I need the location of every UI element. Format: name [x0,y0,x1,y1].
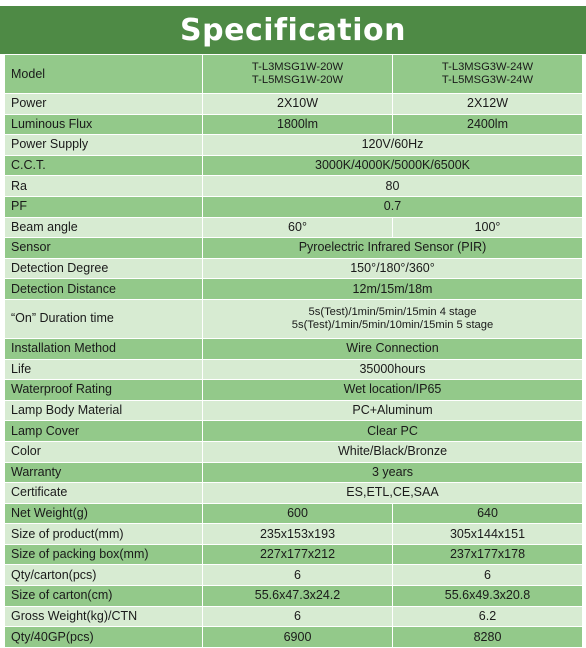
spec-table-body [5,55,583,648]
row-value: Pyroelectric Infrared Sensor (PIR) [203,238,583,259]
row-value: 80 [203,176,583,197]
table-row [5,421,583,442]
row-value: 35000hours [203,359,583,380]
row-label: Power [5,94,203,115]
row-label: Luminous Flux [5,114,203,135]
row-value: 1800lm [203,114,393,135]
table-row [5,196,583,217]
table-row [5,299,583,338]
row-value: 235x153x193 [203,524,393,545]
table-row [5,94,583,115]
table-row [5,258,583,279]
row-value: 3000K/4000K/5000K/6500K [203,155,583,176]
row-value: 237x177x178 [393,544,583,565]
row-label: Waterproof Rating [5,380,203,401]
table-row [5,338,583,359]
row-label: Life [5,359,203,380]
row-label: Model [5,55,203,94]
row-label: “On” Duration time [5,299,203,338]
row-value: 6.2 [393,606,583,627]
table-row [5,238,583,259]
table-row [5,217,583,238]
row-label: Gross Weight(kg)/CTN [5,606,203,627]
table-row [5,400,583,421]
row-value: 227x177x212 [203,544,393,565]
table-row [5,279,583,300]
table-row [5,176,583,197]
row-label: Net Weight(g) [5,503,203,524]
row-value: 2X10W [203,94,393,115]
row-value: 100° [393,217,583,238]
value-line: T-L3MSG1W-20W [251,61,344,73]
row-value: 3 years [203,462,583,483]
row-value: 150°/180°/360° [203,258,583,279]
table-row [5,462,583,483]
row-value: White/Black/Bronze [203,441,583,462]
row-label: Color [5,441,203,462]
page-title: Specification [180,12,406,48]
table-row [5,359,583,380]
row-value: Wire Connection [203,338,583,359]
table-row [5,55,583,94]
row-label: Qty/40GP(pcs) [5,627,203,648]
row-value: 2X12W [393,94,583,115]
row-label: Qty/carton(pcs) [5,565,203,586]
table-row [5,441,583,462]
row-value [393,55,583,94]
table-row [5,380,583,401]
table-row [5,135,583,156]
row-label: Ra [5,176,203,197]
table-row [5,627,583,648]
row-value: 6 [203,606,393,627]
row-label: Lamp Cover [5,421,203,442]
row-value: 55.6x47.3x24.2 [203,586,393,607]
spec-table [4,54,583,648]
row-label: Size of carton(cm) [5,586,203,607]
table-row [5,503,583,524]
row-value: 640 [393,503,583,524]
row-label: C.C.T. [5,155,203,176]
table-row [5,544,583,565]
row-label: Detection Distance [5,279,203,300]
value-line: T-L3MSG3W-24W [441,61,534,73]
row-label: Size of product(mm) [5,524,203,545]
row-label: PF [5,196,203,217]
row-value: Wet location/IP65 [203,380,583,401]
row-value: 120V/60Hz [203,135,583,156]
row-value: 0.7 [203,196,583,217]
value-line: T-L5MSG3W-24W [441,74,534,86]
row-label: Power Supply [5,135,203,156]
row-value: ES,ETL,CE,SAA [203,483,583,504]
table-row [5,565,583,586]
table-row [5,483,583,504]
row-label: Beam angle [5,217,203,238]
row-value: 6900 [203,627,393,648]
row-value: 600 [203,503,393,524]
row-label: Sensor [5,238,203,259]
row-value: 2400lm [393,114,583,135]
table-row [5,586,583,607]
value-line: 5s(Test)/1min/5min/10min/15min 5 stage [291,318,494,331]
row-label: Size of packing box(mm) [5,544,203,565]
table-row [5,606,583,627]
row-label: Lamp Body Material [5,400,203,421]
row-value [203,55,393,94]
row-label: Certificate [5,483,203,504]
row-value: 8280 [393,627,583,648]
row-label: Warranty [5,462,203,483]
row-value: 305x144x151 [393,524,583,545]
table-row [5,114,583,135]
row-value [203,299,583,338]
row-value: 12m/15m/18m [203,279,583,300]
value-line: 5s(Test)/1min/5min/15min 4 stage [308,305,477,318]
table-row [5,155,583,176]
table-row [5,524,583,545]
row-label: Installation Method [5,338,203,359]
row-value: 60° [203,217,393,238]
spec-title-banner [0,6,586,54]
row-value: 6 [393,565,583,586]
value-line: T-L5MSG1W-20W [251,74,344,86]
row-value: Clear PC [203,421,583,442]
row-value: 55.6x49.3x20.8 [393,586,583,607]
row-value: PC+Aluminum [203,400,583,421]
row-value: 6 [203,565,393,586]
row-label: Detection Degree [5,258,203,279]
